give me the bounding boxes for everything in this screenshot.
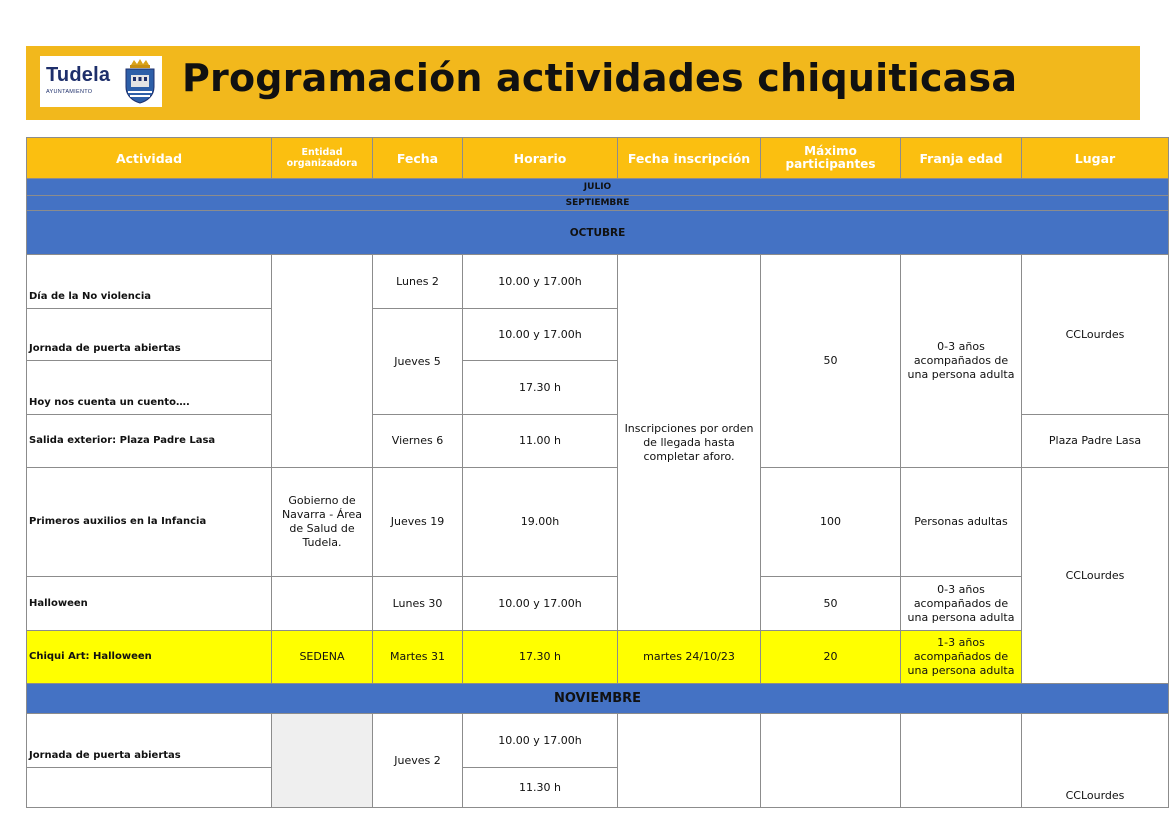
maximo-cell: 50: [761, 577, 901, 631]
actividad-cell: Jornada de puerta abiertas: [27, 309, 272, 361]
franja-cell-empty: [901, 714, 1022, 808]
entidad-cell-empty: [272, 577, 373, 631]
table-row-highlighted: [27, 631, 1169, 684]
col-lugar: Lugar: [1022, 138, 1169, 179]
col-fecha: Fecha: [373, 138, 463, 179]
fecha-cell: Lunes 2: [373, 255, 463, 309]
fecha-cell: Jueves 5: [373, 309, 463, 415]
entidad-cell: Gobierno de Navarra - Área de Salud de Tudela.: [272, 468, 373, 577]
inscripcion-cell: Inscripciones por orden de llegada hasta completar aforo.: [618, 255, 761, 631]
coat-of-arms-icon: [122, 59, 158, 104]
maximo-cell: 50: [761, 255, 901, 468]
month-label: OCTUBRE: [27, 211, 1169, 255]
lugar-cell: CCLourdes: [1022, 714, 1169, 808]
fecha-cell: Martes 31: [373, 631, 463, 684]
col-entidad: Entidad organizadora: [272, 138, 373, 179]
lugar-cell: CCLourdes: [1022, 255, 1169, 415]
horario-cell: 17.30 h: [463, 361, 618, 415]
actividad-cell: Jornada de puerta abiertas: [27, 714, 272, 768]
logo-subtitle: AYUNTAMIENTO: [46, 89, 93, 95]
col-franja: Franja edad: [901, 138, 1022, 179]
page-title: Programación actividades chiquiticasa: [182, 56, 1018, 100]
fecha-cell: Viernes 6: [373, 415, 463, 468]
month-row-septiembre: [27, 196, 1169, 211]
fecha-cell: Jueves 2: [373, 714, 463, 808]
month-row-noviembre: [27, 684, 1169, 714]
maximo-cell: 100: [761, 468, 901, 577]
horario-cell: 17.30 h: [463, 631, 618, 684]
inscripcion-cell: martes 24/10/23: [618, 631, 761, 684]
month-row-octubre: [27, 211, 1169, 255]
inscripcion-cell-empty: [618, 714, 761, 808]
horario-cell: 10.00 y 17.00h: [463, 714, 618, 768]
fecha-cell: Jueves 19: [373, 468, 463, 577]
logo-word: Tudela: [46, 64, 111, 86]
horario-cell: 10.00 y 17.00h: [463, 577, 618, 631]
actividad-cell: Halloween: [27, 577, 272, 631]
month-label: NOVIEMBRE: [27, 684, 1169, 714]
fecha-cell: Lunes 30: [373, 577, 463, 631]
franja-cell: 0-3 años acompañados de una persona adulta: [901, 255, 1022, 468]
horario-cell: 11.00 h: [463, 415, 618, 468]
maximo-cell: 20: [761, 631, 901, 684]
franja-cell: Personas adultas: [901, 468, 1022, 577]
table-row: [27, 468, 1169, 577]
col-actividad: Actividad: [27, 138, 272, 179]
tudela-logo: [40, 56, 162, 107]
col-maximo: Máximo participantes: [761, 138, 901, 179]
lugar-cell: Plaza Padre Lasa: [1022, 415, 1169, 468]
actividad-cell: Primeros auxilios en la Infancia: [27, 468, 272, 577]
horario-cell: 11.30 h: [463, 768, 618, 808]
entidad-cell-empty: [272, 255, 373, 468]
col-horario: Horario: [463, 138, 618, 179]
horario-cell: 10.00 y 17.00h: [463, 309, 618, 361]
actividad-cell: Salida exterior: Plaza Padre Lasa: [27, 415, 272, 468]
table-header-row: [27, 138, 1169, 179]
table-row: [27, 714, 1169, 768]
actividad-cell: Chiqui Art: Halloween: [27, 631, 272, 684]
horario-cell: 10.00 y 17.00h: [463, 255, 618, 309]
franja-cell: 0-3 años acompañados de una persona adulta: [901, 577, 1022, 631]
entidad-cell: SEDENA: [272, 631, 373, 684]
table-row: [27, 255, 1169, 309]
franja-cell: 1-3 años acompañados de una persona adulta: [901, 631, 1022, 684]
table-row: [27, 577, 1169, 631]
actividad-cell: Hoy nos cuenta un cuento….: [27, 361, 272, 415]
lugar-cell: CCLourdes: [1022, 468, 1169, 684]
col-fecha-inscripcion: Fecha inscripción: [618, 138, 761, 179]
actividad-cell: [27, 768, 272, 808]
month-label: SEPTIEMBRE: [27, 196, 1169, 211]
actividad-cell: Día de la No violencia: [27, 255, 272, 309]
activities-table: [26, 137, 1169, 808]
horario-cell: 19.00h: [463, 468, 618, 577]
month-label: JULIO: [27, 179, 1169, 196]
month-row-julio: [27, 179, 1169, 196]
title-banner: [26, 46, 1140, 120]
entidad-cell-empty: [272, 714, 373, 808]
maximo-cell-empty: [761, 714, 901, 808]
